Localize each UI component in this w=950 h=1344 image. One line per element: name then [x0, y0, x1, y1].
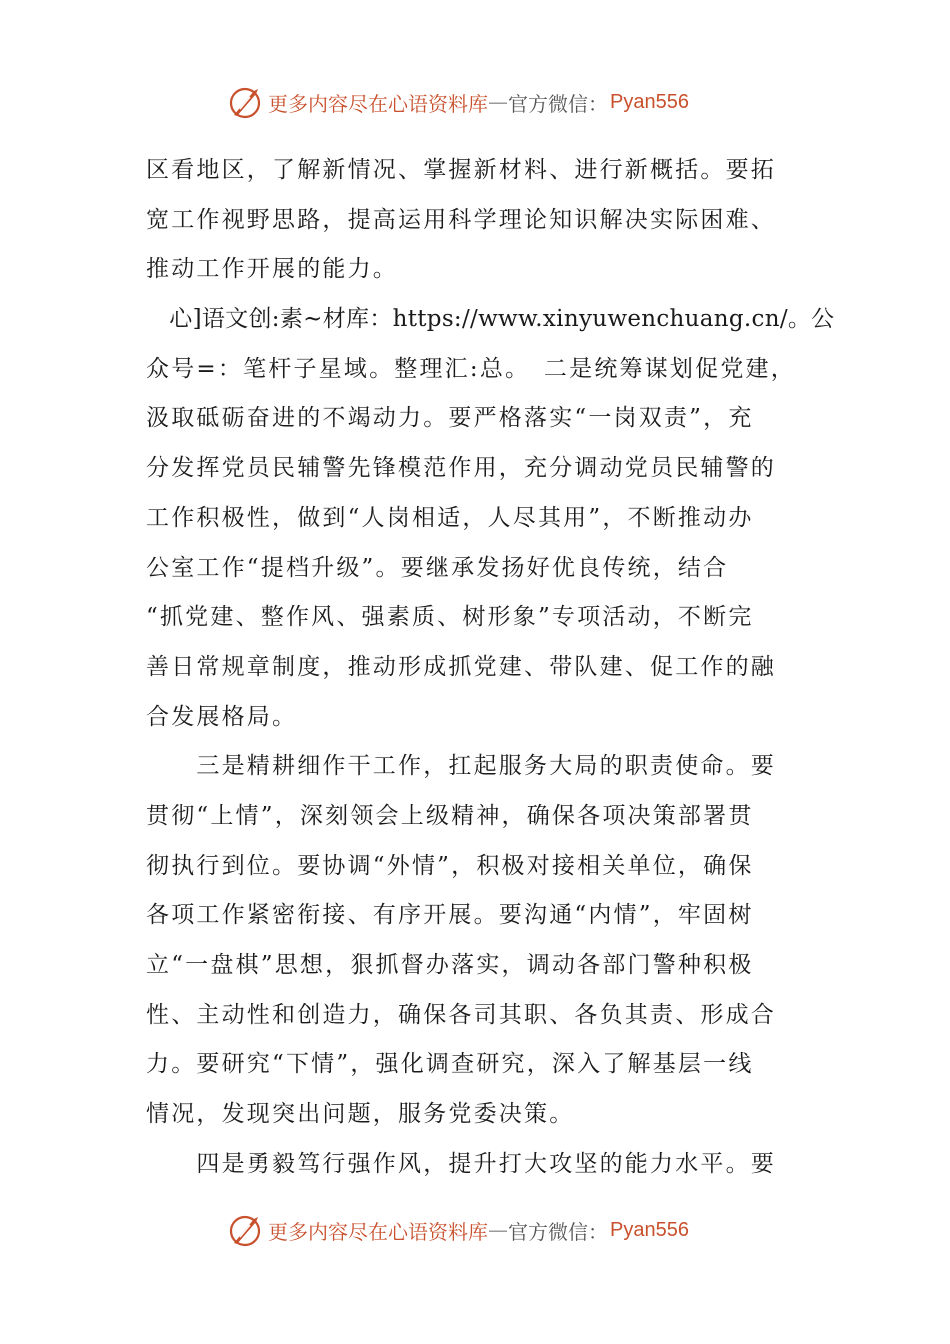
text-line: 众号=：笔杆子星域。整理汇:总。 二是统筹谋划促党建，	[146, 355, 796, 382]
text-line: 汲取砥砺奋进的不竭动力。要严格落实“一岗双责”，充	[146, 405, 754, 432]
wechat-id: Pyan556	[610, 1218, 689, 1241]
text-line: 公室工作“提档升级”。要继承发扬好优良传统，结合	[146, 554, 729, 581]
banner-text: 更多内容尽在心语资料库	[268, 91, 488, 116]
text-line: 情况，发现突出问题，服务党委决策。	[146, 1101, 575, 1128]
quill-pen-logo-icon	[228, 1213, 262, 1247]
document-body	[146, 146, 835, 1189]
text-line: 宽工作视野思路，提高运用科学理论知识解决实际困难、	[146, 206, 776, 233]
text-line: 分发挥党员民辅警先锋模范作用，充分调动党员民辅警的	[146, 455, 776, 482]
text-line: 三是精耕细作干工作，扛起服务大局的职责使命。要	[146, 753, 776, 780]
text-line: 力。要研究“下情”，强化调查研究，深入了解基层一线	[146, 1051, 754, 1078]
text-line: 四是勇毅笃行强作风，提升打大攻坚的能力水平。要	[146, 1150, 776, 1177]
banner-text: 更多内容尽在心语资料库	[268, 1219, 488, 1244]
text-line-with-url: 心]语文创:素~材库：https://www.xinyuwenchuang.cn/。公	[146, 306, 835, 333]
text-line: 推动工作开展的能力。	[146, 256, 398, 283]
header-banner	[228, 82, 689, 122]
footer-banner	[228, 1210, 689, 1250]
text-line: 各项工作紧密衔接、有序开展。要沟通“内情”，牢固树	[146, 902, 754, 929]
text-line: 善日常规章制度，推动形成抓党建、带队建、促工作的融	[146, 653, 776, 680]
text-line: 合发展格局。	[146, 703, 298, 730]
quill-pen-logo-icon	[228, 85, 262, 119]
text-line: 贯彻“上情”，深刻领会上级精神，确保各项决策部署贯	[146, 802, 754, 829]
text-line: “抓党建、整作风、强素质、树形象”专项活动，不断完	[146, 604, 754, 631]
text-line: 彻执行到位。要协调“外情”，积极对接相关单位，确保	[146, 852, 754, 879]
wechat-id: Pyan556	[610, 90, 689, 113]
banner-separator: —	[488, 1218, 508, 1242]
wechat-label: 官方微信：	[508, 1219, 608, 1244]
text-line: 性、主动性和创造力，确保各司其职、各负其责、形成合	[146, 1001, 776, 1028]
text-line: 立“一盘棋”思想，狠抓督办落实，调动各部门警种积极	[146, 952, 754, 978]
banner-separator: —	[488, 90, 508, 114]
text-line: 区看地区，了解新情况、掌握新材料、进行新概括。要拓	[146, 157, 776, 183]
wechat-label: 官方微信：	[508, 91, 608, 116]
text-line: 工作积极性，做到“人岗相适，人尽其用”，不断推动办	[146, 504, 754, 531]
